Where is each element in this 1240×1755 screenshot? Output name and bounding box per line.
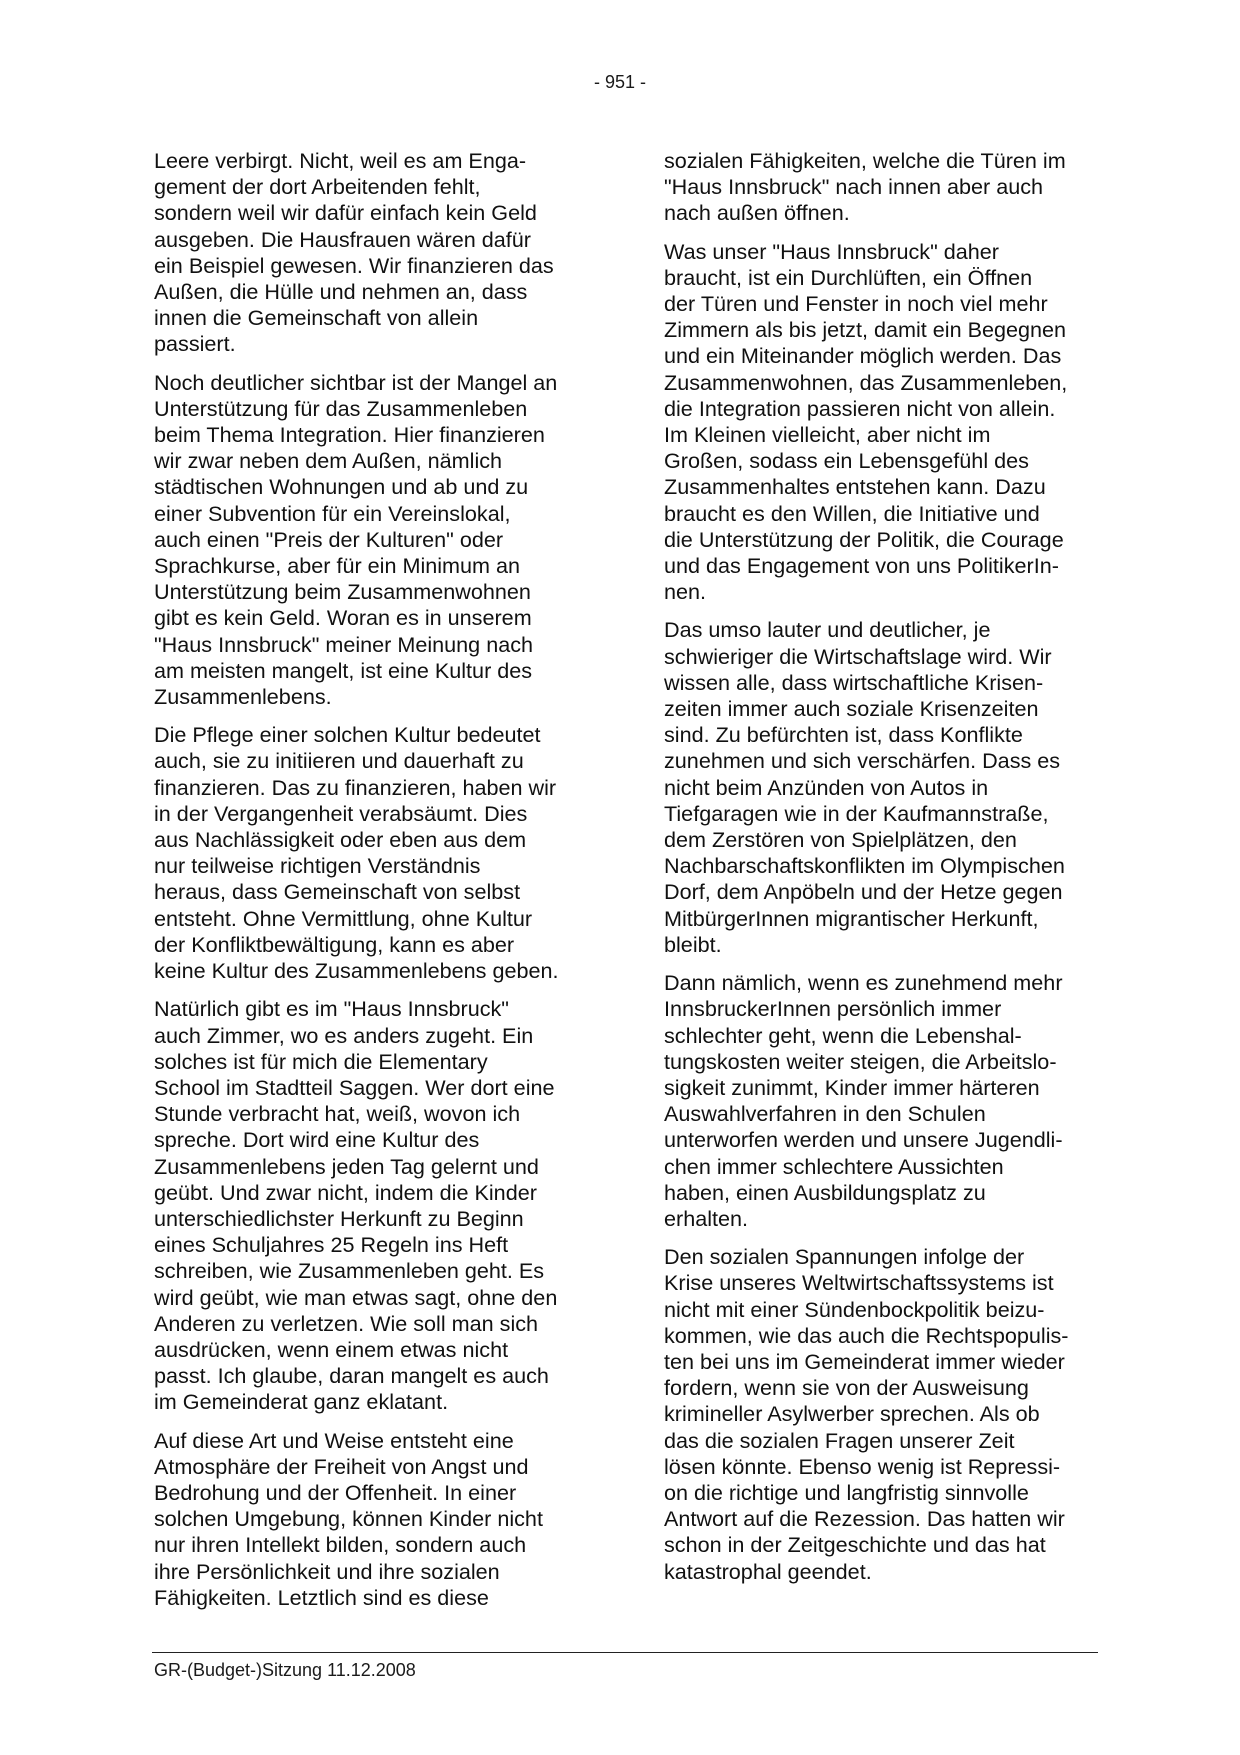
text-line: auch Zimmer, wo es anders zugeht. Ein xyxy=(154,1022,534,1048)
text-line: nen. xyxy=(664,579,707,605)
text-line: Unterstützung für das Zusammenleben xyxy=(154,395,528,421)
text-line: und das Engagement von uns PolitikerIn- xyxy=(664,553,1059,579)
text-line: sozialen Fähigkeiten, welche die Türen im xyxy=(664,148,1066,173)
text-line: tungskosten weiter steigen, die Arbeitslo- xyxy=(664,1048,1057,1074)
text-line: keine Kultur des Zusammenlebens geben. xyxy=(154,958,559,984)
text-line: solches ist für mich die Elementary xyxy=(154,1048,488,1074)
text-line: Auf diese Art und Weise entsteht eine xyxy=(154,1427,514,1453)
text-line: Den sozialen Spannungen infolge der xyxy=(664,1244,1025,1270)
text-line: Antwort auf die Rezession. Das hatten wir xyxy=(664,1506,1065,1532)
text-line: Unterstützung beim Zusammenwohnen xyxy=(154,579,531,605)
text-line: städtischen Wohnungen und ab und zu xyxy=(154,474,529,500)
text-line: katastrophal geendet. xyxy=(664,1558,872,1584)
paragraph xyxy=(154,1428,588,1611)
text-line: bleibt. xyxy=(664,931,722,957)
text-line: entsteht. Ohne Vermittlung, ohne Kultur xyxy=(154,905,533,931)
text-line: heraus, dass Gemeinschaft von selbst xyxy=(154,879,521,905)
text-line: schon in der Zeitgeschichte und das hat xyxy=(664,1532,1046,1558)
text-line: schwieriger die Wirtschaftslage wird. Wir xyxy=(664,643,1052,669)
text-line: Stunde verbracht hat, weiß, wovon ich xyxy=(154,1101,521,1127)
paragraph xyxy=(154,722,588,984)
text-line: wird geübt, wie man etwas sagt, ohne den xyxy=(154,1284,558,1310)
text-line: ihre Persönlichkeit und ihre sozialen xyxy=(154,1558,500,1584)
text-line: Im Kleinen vielleicht, aber nicht im xyxy=(664,422,991,448)
text-line: auch einen "Preis der Kulturen" oder xyxy=(154,526,504,552)
text-line: haben, einen Ausbildungsplatz zu xyxy=(664,1179,986,1205)
paragraph xyxy=(664,617,1104,958)
paragraph xyxy=(664,148,1104,227)
text-line: Tiefgaragen wie in der Kaufmannstraße, xyxy=(664,800,1049,826)
text-line: fordern, wenn sie von der Ausweisung xyxy=(664,1375,1029,1401)
text-line: Noch deutlicher sichtbar ist der Mangel an xyxy=(154,369,558,395)
text-line: Außen, die Hülle und nehmen an, dass xyxy=(154,279,528,305)
footer-divider xyxy=(152,1652,1098,1653)
text-line: sondern weil wir dafür einfach kein Geld xyxy=(154,200,537,226)
text-line: Zusammenwohnen, das Zusammenleben, xyxy=(664,369,1068,395)
page-number: - 951 - xyxy=(593,72,647,92)
text-line: unterworfen werden und unsere Jugendli- xyxy=(664,1127,1063,1153)
text-line: und ein Miteinander möglich werden. Das xyxy=(664,343,1062,369)
text-line: ausgeben. Die Hausfrauen wären dafür xyxy=(154,226,531,252)
text-line: der Konfliktbewältigung, kann es aber xyxy=(154,931,515,957)
paragraph xyxy=(154,996,588,1415)
text-line: Krise unseres Weltwirtschaftssystems ist xyxy=(664,1270,1054,1296)
text-line: dem Zerstören von Spielplätzen, den xyxy=(664,827,1017,853)
text-line: chen immer schlechtere Aussichten xyxy=(664,1153,1004,1179)
text-line: "Haus Innsbruck" nach innen aber auch xyxy=(664,174,1044,200)
text-line: braucht, ist ein Durchlüften, ein Öffnen xyxy=(664,264,1033,290)
text-line: Zusammenlebens. xyxy=(154,684,332,710)
text-line: gement der dort Arbeitenden fehlt, xyxy=(154,174,481,200)
text-line: nur teilweise richtigen Verständnis xyxy=(154,853,481,879)
right-column xyxy=(664,148,1104,1597)
text-line: unterschiedlichster Herkunft zu Beginn xyxy=(154,1205,524,1231)
text-line: gibt es kein Geld. Woran es in unserem xyxy=(154,605,532,631)
text-line: Zimmern als bis jetzt, damit ein Begegnen xyxy=(664,317,1067,343)
text-line: nach außen öffnen. xyxy=(664,200,850,226)
text-line: der Türen und Fenster in noch viel mehr xyxy=(664,291,1048,317)
text-line: wir zwar neben dem Außen, nämlich xyxy=(154,448,503,474)
paragraph xyxy=(154,148,588,358)
text-line: passt. Ich glaube, daran mangelt es auch xyxy=(154,1363,549,1389)
text-line: ausdrücken, wenn einem etwas nicht xyxy=(154,1336,509,1362)
footer-session-label: GR-(Budget-)Sitzung 11.12.2008 xyxy=(154,1660,416,1680)
text-line: zunehmen und sich verschärfen. Dass es xyxy=(664,748,1061,774)
text-line: Zusammenlebens jeden Tag gelernt und xyxy=(154,1153,539,1179)
text-line: im Gemeinderat ganz eklatant. xyxy=(154,1389,449,1415)
text-line: das die sozialen Fragen unserer Zeit xyxy=(664,1427,1015,1453)
text-line: am meisten mangelt, ist eine Kultur des xyxy=(154,657,533,683)
text-line: Zusammenhaltes entstehen kann. Dazu xyxy=(664,474,1046,500)
text-line: School im Stadtteil Saggen. Wer dort eine xyxy=(154,1074,555,1100)
text-line: zeiten immer auch soziale Krisenzeiten xyxy=(664,696,1039,722)
text-line: spreche. Dort wird eine Kultur des xyxy=(154,1127,480,1153)
text-line: Das umso lauter und deutlicher, je xyxy=(664,617,991,643)
paragraph xyxy=(664,239,1104,606)
text-line: Dann nämlich, wenn es zunehmend mehr xyxy=(664,970,1063,996)
text-line: "Haus Innsbruck" meiner Meinung nach xyxy=(154,631,534,657)
text-line: schreiben, wie Zusammenleben geht. Es xyxy=(154,1258,545,1284)
text-line: aus Nachlässigkeit oder eben aus dem xyxy=(154,827,527,853)
text-line: einer Subvention für ein Vereinslokal, xyxy=(154,500,511,526)
text-line: innen die Gemeinschaft von allein xyxy=(154,305,479,331)
text-line: erhalten. xyxy=(664,1205,749,1231)
text-line: solchen Umgebung, können Kinder nicht xyxy=(154,1506,543,1532)
text-line: Großen, sodass ein Lebensgefühl des xyxy=(664,448,1029,474)
text-line: braucht es den Willen, die Initiative und xyxy=(664,500,1040,526)
text-line: on die richtige und langfristig sinnvolle xyxy=(664,1479,1029,1505)
text-line: wissen alle, dass wirtschaftliche Krisen- xyxy=(664,669,1044,695)
text-line: die Integration passieren nicht von allein. xyxy=(664,395,1056,421)
text-line: in der Vergangenheit verabsäumt. Dies xyxy=(154,800,528,826)
text-line: eines Schuljahres 25 Regeln ins Heft xyxy=(154,1232,509,1258)
text-line: lösen könnte. Ebenso wenig ist Repressi- xyxy=(664,1453,1061,1479)
text-line: Dorf, dem Anpöbeln und der Hetze gegen xyxy=(664,879,1063,905)
text-line: passiert. xyxy=(154,331,236,357)
text-line: Sprachkurse, aber für ein Minimum an xyxy=(154,553,521,579)
text-line: MitbürgerInnen migrantischer Herkunft, xyxy=(664,905,1039,931)
text-line: nicht beim Anzünden von Autos in xyxy=(664,774,989,800)
text-line: kommen, wie das auch die Rechtspopulis- xyxy=(664,1322,1069,1348)
left-column xyxy=(154,148,588,1623)
text-line: sigkeit zunimmt, Kinder immer härteren xyxy=(664,1074,1040,1100)
text-line: InnsbruckerInnen persönlich immer xyxy=(664,996,1002,1022)
text-line: krimineller Asylwerber sprechen. Als ob xyxy=(664,1401,1040,1427)
text-line: Auswahlverfahren in den Schulen xyxy=(664,1101,986,1127)
text-line: die Unterstützung der Politik, die Courage xyxy=(664,526,1064,552)
text-line: ten bei uns im Gemeinderat immer wieder xyxy=(664,1348,1065,1374)
text-line: nicht mit einer Sündenbockpolitik beizu- xyxy=(664,1296,1045,1322)
text-line: beim Thema Integration. Hier finanzieren xyxy=(154,422,545,448)
paragraph xyxy=(664,970,1104,1232)
text-line: Natürlich gibt es im "Haus Innsbruck" xyxy=(154,996,509,1022)
text-line: Was unser "Haus Innsbruck" daher xyxy=(664,238,999,264)
text-line: auch, sie zu initiieren und dauerhaft zu xyxy=(154,748,524,774)
text-line: Atmosphäre der Freiheit von Angst und xyxy=(154,1453,529,1479)
paragraph xyxy=(664,1244,1104,1585)
text-line: Fähigkeiten. Letztlich sind es diese xyxy=(154,1584,489,1610)
text-line: finanzieren. Das zu finanzieren, haben wir xyxy=(154,774,557,800)
text-line: sind. Zu befürchten ist, dass Konflikte xyxy=(664,722,1023,748)
text-line: Bedrohung und der Offenheit. In einer xyxy=(154,1479,517,1505)
text-line: nur ihren Intellekt bilden, sondern auch xyxy=(154,1532,527,1558)
text-line: Nachbarschaftskonflikten im Olympischen xyxy=(664,853,1065,879)
text-line: ein Beispiel gewesen. Wir finanzieren das xyxy=(154,252,554,278)
text-line: Anderen zu verletzen. Wie soll man sich xyxy=(154,1310,539,1336)
text-line: geübt. Und zwar nicht, indem die Kinder xyxy=(154,1179,537,1205)
paragraph xyxy=(154,370,588,711)
text-line: schlechter geht, wenn die Lebenshal- xyxy=(664,1022,1022,1048)
text-line: Die Pflege einer solchen Kultur bedeutet xyxy=(154,722,541,748)
text-line: Leere verbirgt. Nicht, weil es am Enga- xyxy=(154,148,527,173)
